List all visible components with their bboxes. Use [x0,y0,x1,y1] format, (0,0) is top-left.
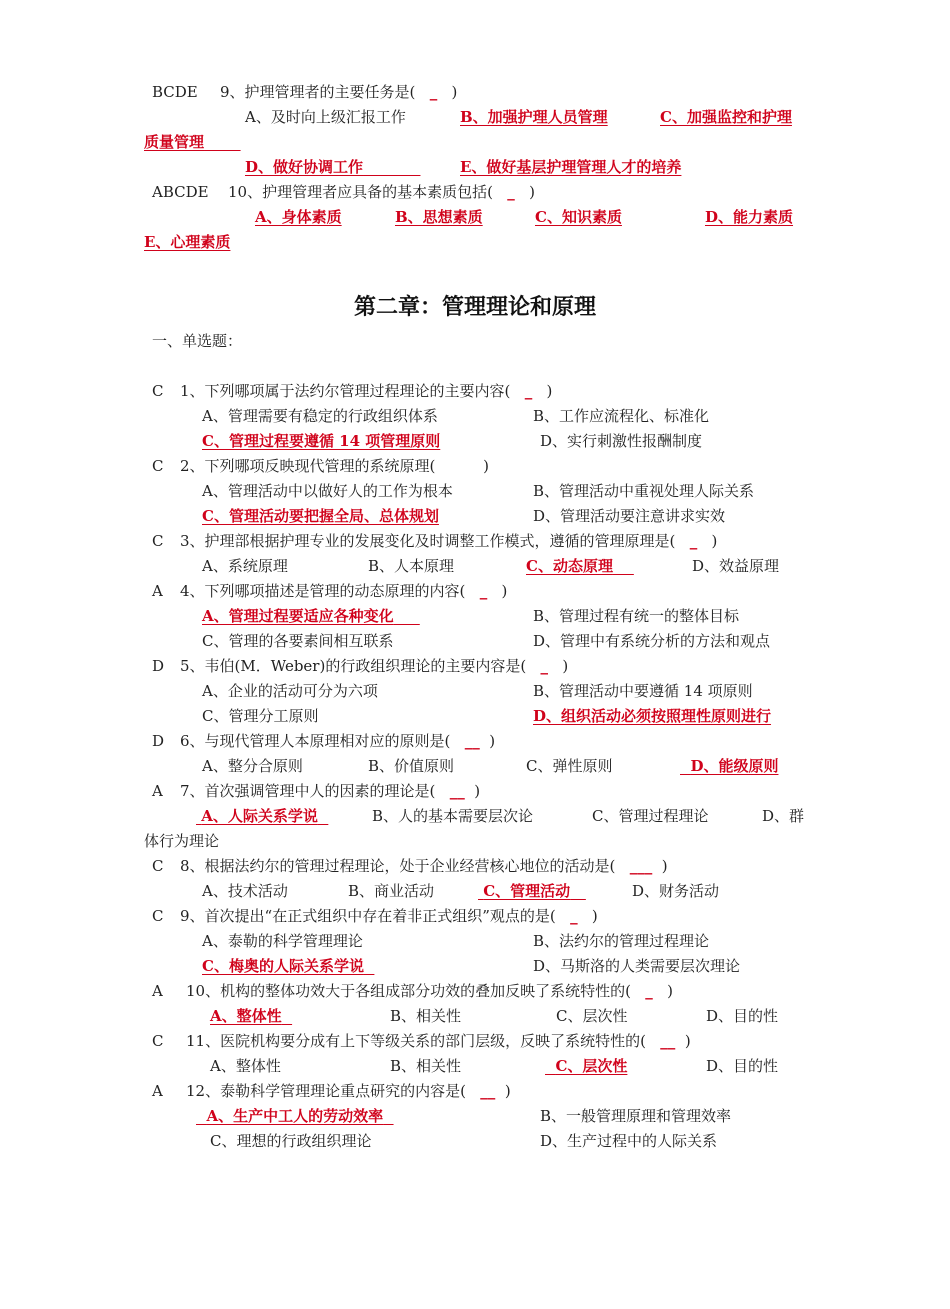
option-a: A、系统原理 [202,557,288,575]
option-c-correct: C、管理活动 [483,882,571,900]
answer-key: C [152,457,164,475]
option-c: C、管理过程理论 [592,807,709,825]
option-b: B、相关性 [390,1007,462,1025]
option-b: B、管理过程有统一的整体目标 [533,607,740,625]
option-a-correct: A、身体素质 [255,208,342,226]
question-stem: 1、下列哪项属于法约尔管理过程理论的主要内容( _ ) [180,382,553,400]
answer-key: A [152,582,163,600]
answer-key: ABCDE [152,183,209,201]
answer-key: C [152,382,164,400]
option-d-correct: D、能级原则 [690,757,779,775]
question-stem: 4、下列哪项描述是管理的动态原理的内容( _ ) [180,582,508,600]
answer-key: BCDE [152,83,198,101]
option-b: B、人本原理 [368,557,455,575]
answer-key: A [152,782,163,800]
option-a-correct: A、生产中工人的劳动效率 [206,1107,384,1125]
answer-key: C [152,907,164,925]
option-b: B、法约尔的管理过程理论 [533,932,710,950]
option-d-cont: 体行为理论 [144,832,220,850]
option-b: B、人的基本需要层次论 [372,807,534,825]
option-c: C、理想的行政组织理论 [210,1132,372,1150]
option-a: A、整体性 [210,1057,281,1075]
option-e-correct: E、做好基层护理管理人才的培养 [460,158,682,176]
option-d: D、目的性 [706,1007,779,1025]
option-b: B、价值原则 [368,757,455,775]
question-stem: 10、机构的整体功效大于各组成部分功效的叠加反映了系统特性的( _ ) [186,982,673,1000]
option-b-correct: B、加强护理人员管理 [460,108,608,126]
option-c: C、弹性原则 [526,757,613,775]
answer-key: D [152,657,165,675]
option-b: B、一般管理原理和管理效率 [540,1107,732,1125]
option-d-correct: D、能力素质 [705,208,794,226]
option-d: D、财务活动 [632,882,720,900]
option-c-correct: C、管理过程要遵循 14 项管理原则 [202,432,441,450]
option-d: D、群 [762,807,805,825]
option-a: A、整分合原则 [202,757,303,775]
option-c: C、层次性 [556,1007,628,1025]
question-stem: 9、护理管理者的主要任务是( _ ) [220,83,458,101]
option-c-correct: C、加强监控和护理 [660,108,792,126]
question-stem: 2、下列哪项反映现代管理的系统原理( ) [180,457,489,475]
option-a: A、管理活动中以做好人的工作为根本 [202,482,453,500]
option-b: B、工作应流程化、标准化 [533,407,710,425]
option-d-correct: D、做好协调工作 [245,158,364,176]
option-b: B、管理活动中要遵循 14 项原则 [533,682,753,700]
option-a: A、及时向上级汇报工作 [245,108,406,126]
question-stem: 11、医院机构要分成有上下等级关系的部门层级，反映了系统特性的( __ ) [186,1032,691,1050]
option-a-correct: A、整体性 [210,1007,282,1025]
question-stem: 7、首次强调管理中人的因素的理论是( __ ) [180,782,481,800]
answer-key: C [152,857,164,875]
option-d: D、管理中有系统分析的方法和观点 [533,632,771,650]
option-c: C、管理分工原则 [202,707,319,725]
option-d: D、生产过程中的人际关系 [540,1132,718,1150]
option-c: C、管理的各要素间相互联系 [202,632,394,650]
answer-key: A [152,982,163,1000]
option-d-correct: D、组织活动必须按照理性原则进行 [533,707,772,725]
question-stem: 3、护理部根据护理专业的发展变化及时调整工作模式，遵循的管理原理是( _ ) [180,532,718,550]
option-d: D、目的性 [706,1057,779,1075]
option-b: B、管理活动中重视处理人际关系 [533,482,755,500]
question-stem: 12、泰勒科学管理理论重点研究的内容是( __ ) [186,1082,511,1100]
question-stem: 10、护理管理者应具备的基本素质包括( _ ) [228,183,535,201]
option-d: D、管理活动要注意讲求实效 [533,507,726,525]
option-d: D、马斯洛的人类需要层次理论 [533,957,741,975]
option-a-correct: A、人际关系学说 [201,807,318,825]
option-c-correct: C、知识素质 [535,208,622,226]
option-c-correct: C、管理活动要把握全局、总体规划 [202,507,439,525]
option-a: A、技术活动 [202,882,288,900]
option-a: A、泰勒的科学管理理论 [202,932,363,950]
option-b-correct: B、思想素质 [395,208,483,226]
answer-key: A [152,1082,163,1100]
question-stem: 9、首次提出“在正式组织中存在着非正式组织”观点的是( _ ) [180,907,598,925]
question-stem: 6、与现代管理人本原理相对应的原则是( __ ) [180,732,496,750]
option-c-correct: C、动态原理 [526,557,613,575]
option-d: D、效益原理 [692,557,780,575]
option-a-correct: A、管理过程要适应各种变化 [202,607,394,625]
answer-key: D [152,732,165,750]
option-d: D、实行刺激性报酬制度 [540,432,703,450]
answer-key: C [152,532,164,550]
option-b: B、相关性 [390,1057,462,1075]
option-e-correct: E、心理素质 [144,233,231,251]
answer-key: C [152,1032,164,1050]
option-a: A、企业的活动可分为六项 [202,682,378,700]
section-heading: 一、单选题： [152,332,243,350]
question-stem: 5、韦伯(M．Weber)的行政组织理论的主要内容是( _ ) [180,657,569,675]
option-a: A、管理需要有稳定的行政组织体系 [202,407,438,425]
option-c-correct-cont: 质量管理 [144,133,205,151]
chapter-title: 第二章：管理理论和原理 [353,294,596,320]
question-stem: 8、根据法约尔的管理过程理论，处于企业经营核心地位的活动是( ___ ) [180,857,668,875]
option-b: B、商业活动 [348,882,435,900]
option-c-correct: C、梅奥的人际关系学说 [202,957,364,975]
option-c-correct: C、层次性 [555,1057,628,1075]
